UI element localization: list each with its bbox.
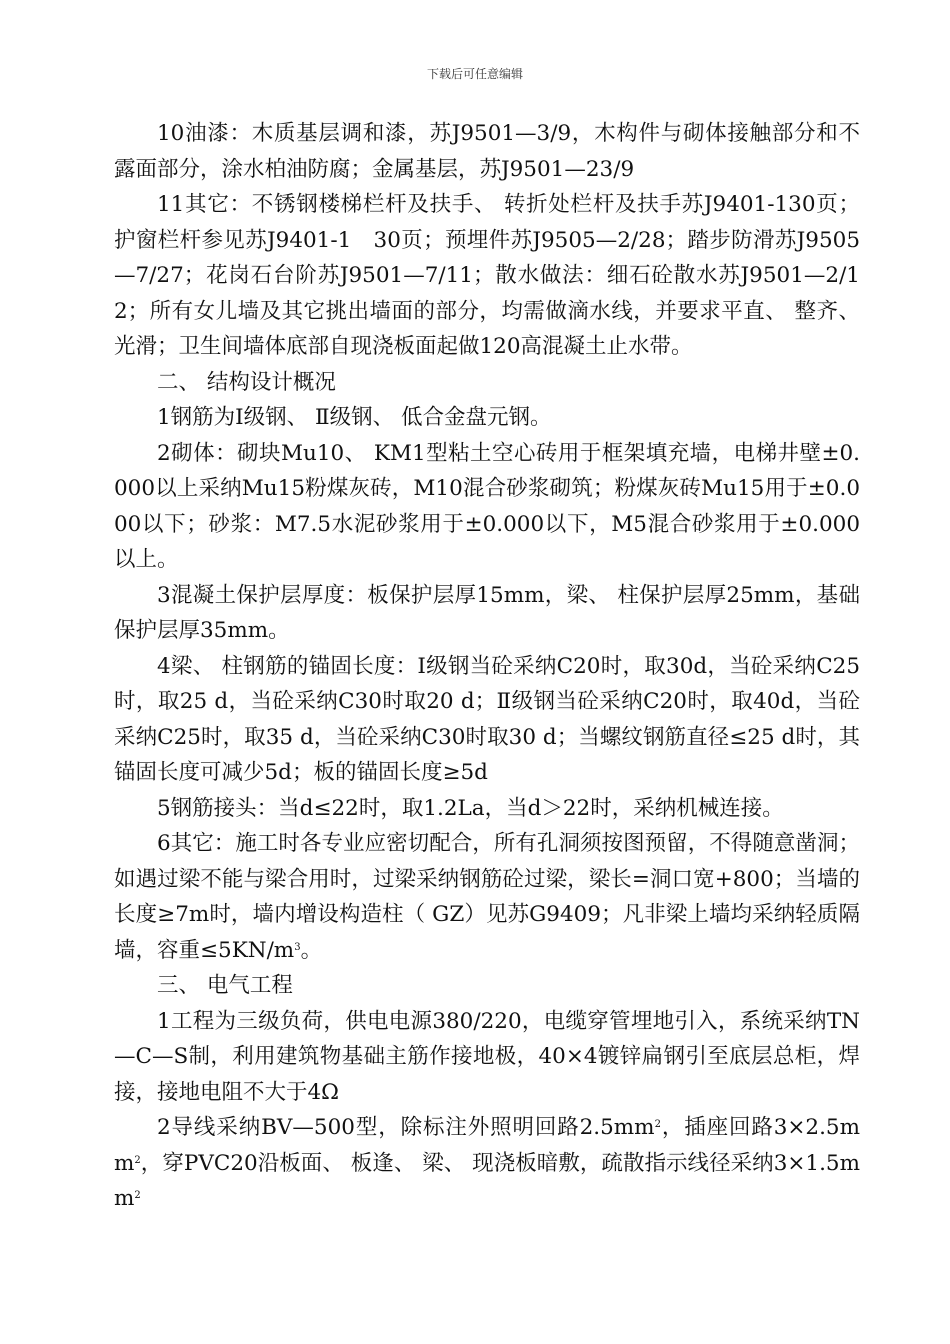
paragraph-rebar-joint: 5钢筋接头：当d≤22时，取1.2La，当d＞22时，采纳机械连接。 <box>157 795 784 821</box>
superscript-square-1: 2 <box>654 1119 661 1130</box>
paragraph-concrete-cover: 3混凝土保护层厚度：板保护层厚15mm，梁、 柱保护层厚25mm，基础保护层厚35mm。 <box>114 582 860 643</box>
superscript-cube: 3 <box>294 941 301 953</box>
section-heading-electrical: 三、 电气工程 <box>157 973 293 998</box>
paragraph-paint: 10油漆：木质基层调和漆，苏J9501—3/9，木构件与砌体接触部分和不露面部分，涂水柏油防腐；金属基层，苏J9501—23/9 <box>114 121 860 182</box>
page-header-note: 下载后可任意编辑 <box>426 67 523 81</box>
paragraph-anchorage-length: 4梁、 柱钢筋的锚固长度：Ⅰ级钢当砼采纳C20时，取30d，当砼采纳C25时，取25 d，当砼采纳C30时取20 d；Ⅱ级钢当砼采纳C20时，取40d，当砼采纳C25时，取35 d，当砼采纳C30时取30 d；当螺纹钢筋直径≤25 d时，其锚固长度可减少5d；板的锚固长度≥5d <box>114 653 860 785</box>
paragraph-power-supply: 1工程为三级负荷，供电电源380/220，电缆穿管埋地引入，系统采纳TN—C—S制，利用建筑物基础主筋作接地极，40×4镀锌扁钢引至底层总柜，焊接，接地电阻不大于4Ω <box>114 1008 860 1105</box>
paragraph-other-architecture: 11其它：不锈钢楼梯栏杆及扶手、 转折处栏杆及扶手苏J9401-130页；护窗栏杆参见苏J9401-1 30页；预埋件苏J9505—2/28；踏步防滑苏J9505—7/27；花岗石台阶苏J9501—7/11；散水做法：细石砼散水苏J9501—2/12；所有女儿墙及其它挑出墙面的部分，均需做滴水线，并要求平直、 整齐、 光滑；卫生间墙体底部自现浇板面起做120高混凝土止水带。 <box>114 192 860 359</box>
superscript-square-3: 2 <box>134 1190 141 1201</box>
paragraph-wiring-part-2: ，插座回路3×2.5mm <box>114 1115 860 1176</box>
paragraph-wiring-part-1: 2导线采纳BV—500型，除标注外照明回路2.5mm <box>157 1115 655 1140</box>
paragraph-rebar: 1钢筋为Ⅰ级钢、 Ⅱ级钢、 低合金盘元钢。 <box>157 405 552 430</box>
paragraph-other-structure-text: 6其它：施工时各专业应密切配合，所有孔洞须按图预留，不得随意凿洞；如遇过梁不能与梁合用时，过梁采纳钢筋砼过梁，梁长=洞口宽+800；当墙的长度≥7m时，墙内增设构造柱（ GZ）见苏G9409；凡非梁上墙均采纳轻质隔墙，容重≤5KN/m <box>114 831 860 963</box>
superscript-square-2: 2 <box>134 1154 141 1166</box>
document-body <box>114 116 860 1217</box>
paragraph-other-structure <box>114 826 860 968</box>
paragraph-masonry: 2砌体：砌块Mu10、 KM1型粘土空心砖用于框架填充墙，电梯井壁±0.000以上采纳Mu15粉煤灰砖，M10混合砂浆砌筑；粉煤灰砖Mu15用于±0.000以下；砂浆：M7.5水泥砂浆用于±0.000以下，M5混合砂浆用于±0.000以上。 <box>114 440 860 572</box>
period: 。 <box>300 937 323 963</box>
section-heading-structure: 二、 结构设计概况 <box>157 369 336 395</box>
paragraph-wiring <box>114 1110 860 1217</box>
paragraph-wiring-part-3: ，穿PVC20沿板面、 板逢、 梁、 现浇板暗敷，疏散指示线径采纳3×1.5mm <box>114 1150 860 1211</box>
